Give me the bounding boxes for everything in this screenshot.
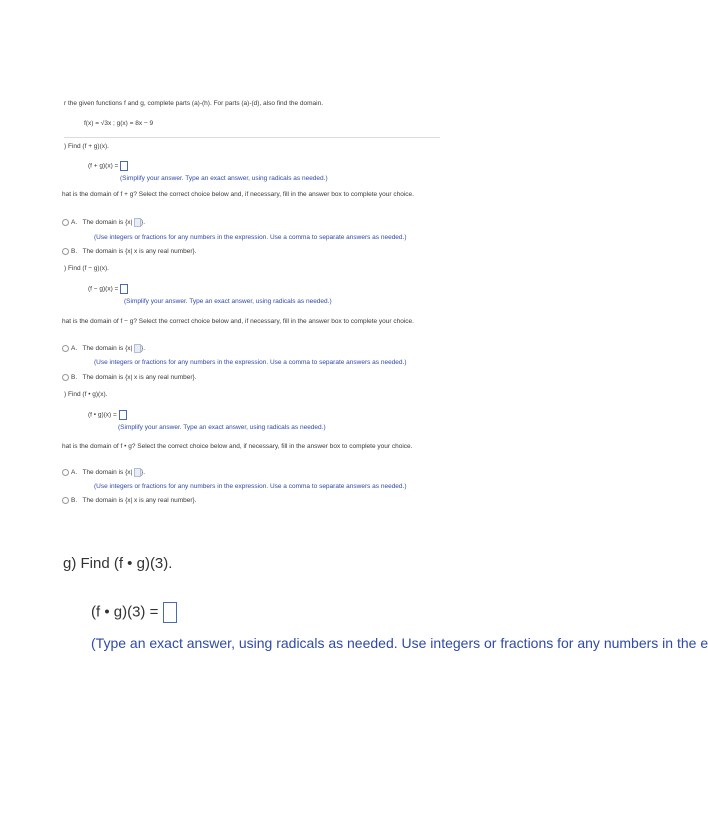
instructions-text: r the given functions f and g, complete parts (a)-(h). For parts (a)-(d), also find the domain. [64, 100, 324, 107]
option-a-text: The domain is {x| [82, 345, 133, 353]
radio-icon[interactable] [62, 248, 69, 255]
option-b-text: The domain is {x| x is any real number}. [82, 497, 197, 505]
part-a-expression [88, 161, 128, 171]
part-b-option-b[interactable] [62, 374, 197, 381]
part-a-answer-box[interactable] [120, 161, 128, 171]
option-b-letter: B. [71, 374, 78, 382]
option-a-letter: A. [71, 469, 78, 477]
part-b-option-a[interactable] [62, 344, 145, 353]
part-c-hint: (Simplify your answer. Type an exact answer, using radicals as needed.) [118, 424, 326, 431]
option-a-text: The domain is {x| [82, 219, 133, 227]
radio-icon[interactable] [62, 374, 69, 381]
option-a-close: }. [141, 219, 146, 227]
option-b-letter: B. [71, 497, 78, 505]
part-b-domain-question: hat is the domain of f − g? Select the correct choice below and, if necessary, fill in the answer box to complete your choice. [62, 318, 414, 325]
part-c-option-a-hint: (Use integers or fractions for any numbers in the expression. Use a comma to separate answers as needed.) [94, 483, 407, 490]
part-c-answer-box[interactable] [119, 410, 127, 420]
option-a-close: }. [141, 469, 146, 477]
radio-icon[interactable] [62, 219, 69, 226]
part-c-option-b[interactable] [62, 497, 197, 504]
radio-icon[interactable] [62, 469, 69, 476]
part-b-expr-label: (f − g)(x) = [88, 285, 119, 293]
part-c-expr-label: (f • g)(x) = [88, 411, 117, 419]
part-c-expression [88, 410, 127, 420]
option-b-letter: B. [71, 248, 78, 256]
part-a-option-b[interactable] [62, 248, 197, 255]
option-a-close: }. [141, 345, 146, 353]
part-a-domain-input[interactable] [134, 218, 141, 227]
part-b-option-a-hint: (Use integers or fractions for any numbers in the expression. Use a comma to separate answers as needed.) [94, 359, 407, 366]
part-a-domain-question: hat is the domain of f + g? Select the correct choice below and, if necessary, fill in the answer box to complete your choice. [62, 191, 414, 198]
part-b-answer-box[interactable] [120, 284, 128, 294]
option-a-text: The domain is {x| [82, 469, 133, 477]
part-c-prompt: ) Find (f • g)(x). [64, 391, 108, 398]
part-g-expression [91, 602, 177, 623]
option-a-letter: A. [71, 219, 78, 227]
part-a-expr-label: (f + g)(x) = [88, 162, 119, 170]
part-c-domain-question: hat is the domain of f • g? Select the correct choice below and, if necessary, fill in the answer box to complete your choice. [62, 443, 413, 450]
part-c-option-a[interactable] [62, 468, 145, 477]
option-b-text: The domain is {x| x is any real number}. [82, 374, 197, 382]
divider [64, 137, 440, 138]
part-a-option-a-hint: (Use integers or fractions for any numbers in the expression. Use a comma to separate answers as needed.) [94, 234, 407, 241]
function-definitions: f(x) = √3x ; g(x) = 8x − 9 [84, 120, 154, 127]
part-b-expression [88, 284, 128, 294]
part-a-option-a[interactable] [62, 218, 145, 227]
part-b-hint: (Simplify your answer. Type an exact answer, using radicals as needed.) [124, 298, 332, 305]
option-b-text: The domain is {x| x is any real number}. [82, 248, 197, 256]
part-b-prompt: ) Find (f − g)(x). [64, 265, 109, 272]
part-a-hint: (Simplify your answer. Type an exact answer, using radicals as needed.) [120, 175, 328, 182]
radio-icon[interactable] [62, 497, 69, 504]
part-g-answer-box[interactable] [163, 602, 177, 623]
radio-icon[interactable] [62, 345, 69, 352]
part-g-hint: (Type an exact answer, using radicals as needed. Use integers or fractions for any numbers in the e [91, 635, 708, 651]
option-a-letter: A. [71, 345, 78, 353]
part-a-prompt: ) Find (f + g)(x). [64, 143, 109, 150]
part-g-expr-label: (f • g)(3) = [91, 603, 159, 621]
part-b-domain-input[interactable] [134, 344, 141, 353]
part-c-domain-input[interactable] [134, 468, 141, 477]
part-g-prompt: g) Find (f • g)(3). [63, 555, 173, 572]
